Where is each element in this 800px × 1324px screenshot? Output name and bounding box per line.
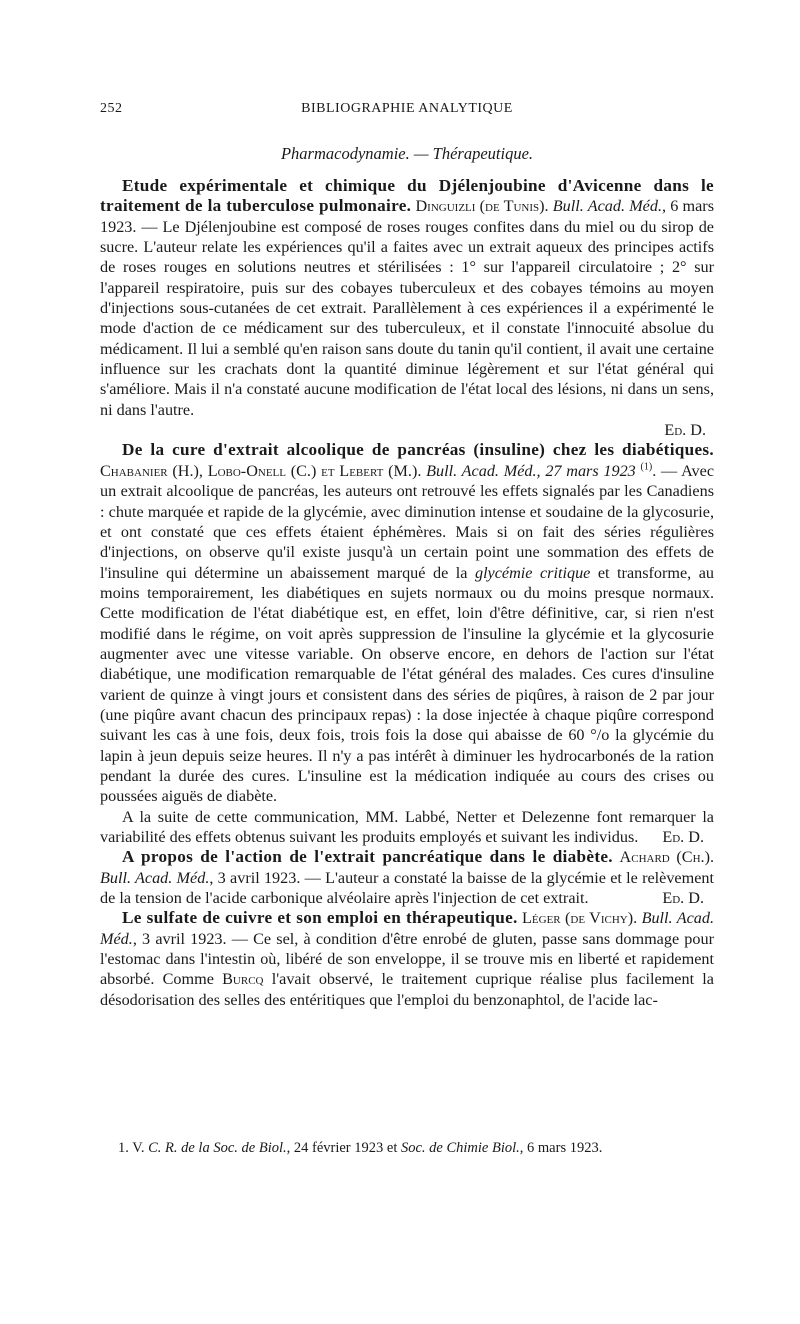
entry-body: . — Avec un extrait alcoolique de pancréas, les auteurs ont retrouvé les effets signalés par les Canadiens : chute marquée et rapide de la glycémie, avec diminution intense et soudaine de la glycosurie, et ont constaté que ces effets étaient éphémères. Mais si on fait des séries régulières d'injections, on observe qu'il existe jusqu'à un certain point une sommation des effets de l'insuline qui détermine un abaissement marqué de la (100, 461, 715, 582)
entry-journal: Bull. Acad. Méd. (100, 868, 210, 887)
entry-authors: Léger (de Vichy). (522, 909, 638, 928)
entry-body: — L'auteur a constaté la baisse de la glycémie et le relèvement de la tension de l'acide carbonique alvéolaire après l'injection de cet extrait. (100, 868, 714, 908)
entry-title: Le sulfate de cuivre et son emploi en thérapeutique. (122, 908, 518, 928)
entry-body: — Ce sel, à condition d'être enrobé de gluten, passe sans dommage pour l'estomac dans l'intestin où, libéré de son enveloppe, il se trouve mis en liberté et rapidement absorbé. Comme (100, 929, 714, 989)
entry-authors: Dinguizli (de Tunis). (415, 197, 549, 216)
entry-journal: Bull. Acad. Méd. (426, 461, 537, 480)
entry-body: — Le Djélenjoubine est composé de roses rouges confites dans du miel ou du sirop de sucre. L'auteur relate les expériences qu'il a faites avec un extrait aqueux des principes actifs de roses rouges en solutions neutres et stérilisées : 1° sur l'appareil circulatoire ; 2° sur l'appareil respiratoire, puis sur des cobayes tuberculeux et des cobayes témoins au moyen d'injections sous-cutanées de cet extrait. Parallèlement à ces expériences il a expérimenté le mode d'action de ce médicament sur des tuberculeux, et il constate l'innocuité absolue du médicament. Il lui a semblé qu'en raison sans doute du tanin qu'il contient, il avait une certaine influence sur les crachats dont la quantité diminue légèrement et sur l'état général qui s'améliore. Mais il n'a constaté aucune modification de l'état local des lésions, ni dans un sens, ni dans l'autre. (100, 217, 714, 419)
bibliography-entry (100, 908, 714, 1010)
footnote-reference: Soc. de Chimie Biol. (400, 1140, 520, 1156)
cited-author: Burcq (222, 970, 264, 989)
text-column (100, 176, 714, 1010)
entry-body-emphasis: glycémie critique (474, 563, 591, 582)
bibliography-entry (100, 847, 714, 908)
entry-title: A propos de l'action de l'extrait pancréatique dans le diabète. (122, 847, 613, 867)
bibliography-entry (100, 176, 714, 420)
entry-title: Etude expérimentale et chimique du Djélenjoubine d'Avicenne dans le traitement de la tuberculose pulmonaire. (100, 176, 714, 216)
discussion-text: A la suite de cette communication, MM. Labbé, Netter et Delezenne font remarquer la variabilité des effets obtenus suivant les produits employés et suivant les individus. (100, 807, 714, 846)
entry-date: , 3 avril 1923. (132, 929, 227, 948)
footnote-number: 1. (118, 1140, 129, 1156)
entry-date: , 3 avril 1923. (209, 868, 301, 887)
entry-body: l'avait observé, le traitement cuprique réalise plus facilement la désodorisation des selles des entéritiques que l'emploi du benzonaphtol, de l'acide lac- (100, 970, 714, 1009)
footnote-marker[interactable]: (1) (640, 461, 653, 473)
entry-signature: Ed. D. (662, 889, 704, 908)
section-heading: Pharmacodynamie. — Thérapeutique. (280, 144, 534, 163)
footnote-text: V. (128, 1140, 149, 1156)
running-head (100, 101, 714, 123)
entry-signature: Ed. D. (662, 828, 704, 846)
entry-authors: Chabanier (H.), Lobo-Onell (C.) et Lebert (M.). (100, 461, 422, 480)
footnote-text: , 24 février 1923 et (286, 1140, 401, 1156)
footnote (118, 1138, 718, 1158)
footnote-reference: C. R. de la Soc. de Biol. (148, 1140, 287, 1156)
entry-body: et transforme, au moins temporairement, les diabétiques en sujets normaux ou du moins presque normaux. Cette modification de l'état diabétique est, en effet, loin d'être définitive, car, si rien n'est modifié dans le régime, on voit après suppression de l'insuline la glycémie et la glycosurie augmenter avec une vitesse variable. On observe encore, en dehors de l'action sur l'état diabétique, une modification remarquable de l'état général des malades. Ces cures d'insuline varient de quinze à vingt jours et consistent dans des séries de piqûres, à raison de 2 par jour (une piqûre avant chacun des principaux repas) : la dose injectée à chaque piqûre correspond suivant les cas à une fois, deux fois, trois fois la dose qui abaisse de 60 °/o la glycémie du lapin à jeun depuis seize heures. Il n'y a pas intérêt à diminuer les hydrocarbonés de la ration pendant la durée des cures. L'insuline est la médication indiquée au cours des crises ou poussées aiguës de diabète. (100, 563, 715, 806)
entry-date: , 6 mars 1923. (100, 197, 714, 236)
entry-journal: Bull. Acad. Méd. (100, 909, 715, 948)
entry-signature: Ed. D. (664, 421, 706, 440)
entry-authors: Achard (Ch.). (619, 848, 715, 867)
page-number: 252 (100, 101, 123, 116)
footnote-text: , 6 mars 1923. (519, 1140, 603, 1156)
entry-date: , 27 mars 1923 (536, 461, 636, 480)
entry-journal: Bull. Acad. Méd. (552, 197, 662, 216)
entry-discussion (100, 807, 714, 848)
running-title: BIBLIOGRAPHIE ANALYTIQUE (301, 101, 513, 116)
bibliography-entry (100, 440, 714, 806)
entry-title: De la cure d'extrait alcoolique de pancréas (insuline) chez les diabétiques. (122, 440, 714, 460)
